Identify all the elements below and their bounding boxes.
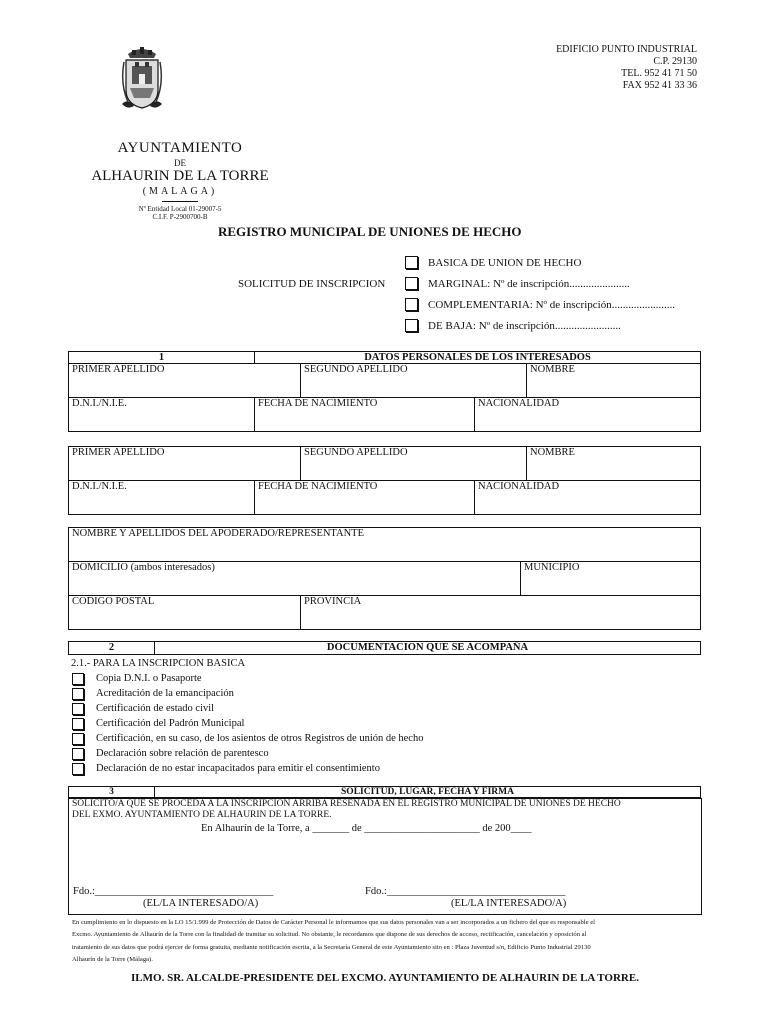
section2-header — [68, 641, 701, 655]
address-line: TEL. 952 41 71 50 — [621, 68, 697, 79]
legal-line: En cumplimiento en lo dispuesto en la LO 15/1.999 de Protección de Datos de Carácter Personal le informamos que sus datos personales van a ser incorporados a un fichero del que es responsable el — [72, 919, 595, 926]
checkbox[interactable] — [72, 703, 84, 715]
address-line: EDIFICIO PUNTO INDUSTRIAL — [556, 44, 697, 55]
checkbox[interactable] — [405, 298, 418, 311]
dni-field[interactable]: D.N.I./N.I.E. — [69, 398, 255, 432]
cif-number: C.I.F. P-2900700-B — [152, 213, 208, 221]
primer-apellido-field-2[interactable]: PRIMER APELLIDO — [69, 447, 301, 481]
request-line-1: SOLICITO/A QUE SE PROCEDA A LA INSCRIPCION ARRIBA RESEÑADA EN EL REGISTRO MUNICIPAL DE UNIONES DE HECHO — [72, 799, 621, 809]
document-label: Certificación, en su caso, de los asientos de otros Registros de unión de hecho — [96, 733, 424, 744]
nacionalidad-field-2[interactable]: NACIONALIDAD — [475, 481, 701, 515]
provincia-field[interactable]: PROVINCIA — [301, 596, 701, 630]
city-line-3: ALHAURIN DE LA TORRE — [91, 168, 269, 184]
section3-body — [68, 798, 702, 915]
document-label: Acreditación de la emancipación — [96, 688, 234, 699]
city-rule — [162, 201, 198, 202]
legal-line: Alhaurín de la Torre (Málaga). — [72, 956, 153, 964]
document-label: Certificación del Padrón Municipal — [96, 718, 245, 729]
document-item[interactable] — [68, 701, 700, 716]
signature-caption-left: (EL/LA INTERESADO/A) — [143, 898, 259, 909]
city-line-1: AYUNTAMIENTO — [117, 140, 243, 156]
city-line-2: DE — [174, 158, 186, 168]
signature-right[interactable]: Fdo.:__________________________________ — [365, 886, 566, 897]
section1-table-1 — [68, 351, 701, 432]
legal-line: Excmo. Ayuntamiento de Alhaurín de la Torre con la finalidad de tramitar su solicitud. No obstante, le recordamos que dispone de sus derechos de acceso, rectificación, cancelación y oposición al — [72, 931, 587, 939]
fecha-nacimiento-field[interactable]: FECHA DE NACIMIENTO — [255, 398, 475, 432]
document-label: Certificación de estado civil — [96, 703, 215, 714]
segundo-apellido-field[interactable]: SEGUNDO APELLIDO — [301, 364, 527, 398]
document-label: Copia D.N.I. o Pasaporte — [96, 673, 202, 684]
document-item[interactable] — [68, 746, 700, 761]
section3-number: 3 — [69, 787, 155, 798]
document-label: Declaración sobre relación de parentesco — [96, 748, 269, 759]
section1-table-2 — [68, 446, 701, 515]
city-line-4: (MALAGA) — [142, 186, 218, 197]
entity-number: Nº Entidad Local 01-29007-5 — [138, 205, 222, 213]
domicilio-field[interactable]: DOMICILIO (ambos interesados) — [69, 562, 521, 596]
document-item[interactable] — [68, 686, 700, 701]
option-label: MARGINAL: Nº de inscripción...................... — [428, 277, 630, 290]
address-block — [556, 44, 697, 92]
option-baja[interactable] — [405, 315, 675, 336]
checkbox[interactable] — [72, 688, 84, 700]
city-block — [70, 140, 290, 221]
legal-line: tratamiento de sus datos que podrá ejercer de forma gratuita, mediante notificación escrita, a la Secretaría General de este Ayuntamiento sito en : Plaza Juventud s/n, Edificio Punto Industrial 29130 — [72, 943, 591, 951]
address-line: FAX 952 41 33 36 — [622, 80, 697, 91]
nacionalidad-field[interactable]: NACIONALIDAD — [475, 398, 701, 432]
signature-caption-right: (EL/LA INTERESADO/A) — [451, 898, 567, 909]
checkbox[interactable] — [72, 718, 84, 730]
checkbox[interactable] — [405, 277, 418, 290]
checkbox[interactable] — [405, 319, 418, 332]
section3-header — [68, 786, 701, 798]
checkbox[interactable] — [405, 256, 418, 269]
legal-notice — [72, 917, 696, 967]
checkbox[interactable] — [72, 673, 84, 685]
document-item[interactable] — [68, 731, 700, 746]
section2-number: 2 — [69, 642, 155, 655]
section3-title: SOLICITUD, LUGAR, FECHA Y FIRMA — [155, 787, 701, 798]
checkbox[interactable] — [72, 763, 84, 775]
address-line: C.P. 29130 — [653, 56, 697, 67]
documents-subtitle: 2.1.- PARA LA INSCRIPCION BASICA — [71, 658, 246, 669]
municipio-field[interactable]: MUNICIPIO — [521, 562, 701, 596]
nombre-field-2[interactable]: NOMBRE — [527, 447, 701, 481]
document-item[interactable] — [68, 671, 700, 686]
signature-left[interactable]: Fdo.:__________________________________ — [73, 886, 274, 897]
primer-apellido-field[interactable]: PRIMER APELLIDO — [69, 364, 301, 398]
nombre-field[interactable]: NOMBRE — [527, 364, 701, 398]
apoderado-field[interactable]: NOMBRE Y APELLIDOS DEL APODERADO/REPRESENTANTE — [69, 528, 701, 562]
option-label: DE BAJA: Nº de inscripción........................ — [428, 319, 621, 332]
option-basica[interactable] — [405, 252, 675, 273]
section2-title: DOCUMENTACION QUE SE ACOMPAÑA — [155, 642, 701, 655]
inscription-options — [405, 252, 675, 336]
document-item[interactable] — [68, 716, 700, 731]
option-label: COMPLEMENTARIA: Nº de inscripción....................... — [428, 298, 675, 311]
document-label: Declaración de no estar incapacitados para emitir el consentimiento — [96, 763, 380, 774]
codigo-postal-field[interactable]: CODIGO POSTAL — [69, 596, 301, 630]
representative-table — [68, 527, 701, 630]
segundo-apellido-field-2[interactable]: SEGUNDO APELLIDO — [301, 447, 527, 481]
section1-number: 1 — [69, 352, 255, 364]
option-complementaria[interactable] — [405, 294, 675, 315]
place-date-line[interactable]: En Alhaurín de la Torre, a _______ de ______________________ de 200____ — [201, 823, 532, 834]
section1-title: DATOS PERSONALES DE LOS INTERESADOS — [255, 352, 701, 364]
fecha-nacimiento-field-2[interactable]: FECHA DE NACIMIENTO — [255, 481, 475, 515]
dni-field-2[interactable]: D.N.I./N.I.E. — [69, 481, 255, 515]
checkbox[interactable] — [72, 733, 84, 745]
checkbox[interactable] — [72, 748, 84, 760]
document-item[interactable] — [68, 761, 700, 776]
option-label: BASICA DE UNION DE HECHO — [428, 256, 582, 269]
option-marginal[interactable] — [405, 273, 675, 294]
request-line-2: DEL EXMO. AYUNTAMIENTO DE ALHAURIN DE LA TORRE. — [72, 810, 332, 820]
documents-list — [68, 656, 700, 776]
solicitud-label: SOLICITUD DE INSCRIPCION — [238, 278, 386, 290]
document-title: REGISTRO MUNICIPAL DE UNIONES DE HECHO — [218, 224, 522, 239]
addressee-footer: ILMO. SR. ALCALDE-PRESIDENTE DEL EXCMO. AYUNTAMIENTO DE ALHAURIN DE LA TORRE. — [131, 972, 639, 984]
coat-of-arms-icon — [120, 44, 164, 114]
